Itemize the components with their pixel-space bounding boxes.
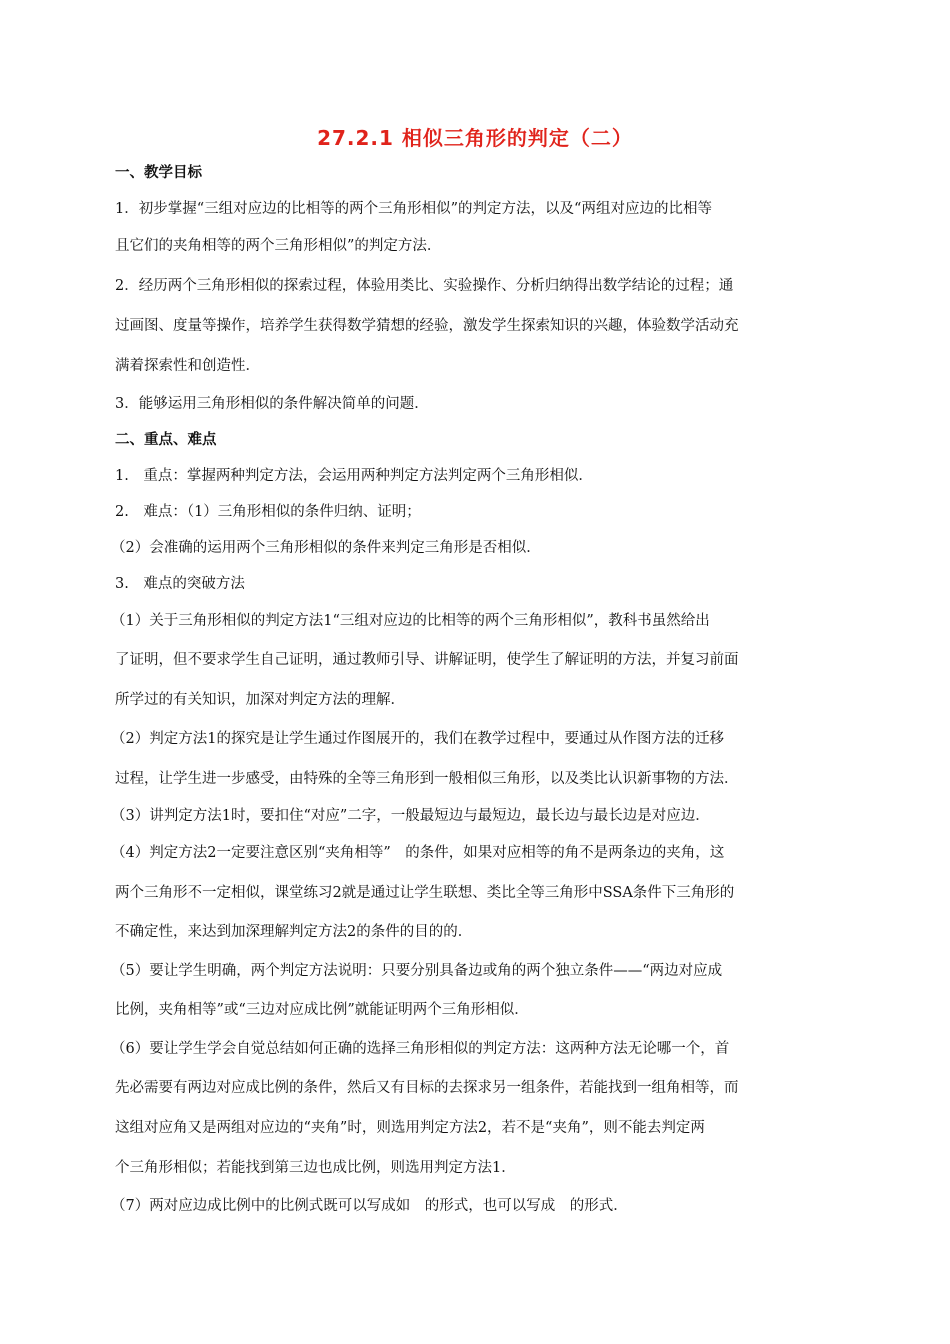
paragraph-line: 了证明，但不要求学生自己证明，通过教师引导、讲解证明，使学生了解证明的方法，并复习前面 [115, 652, 739, 668]
paragraph-line: 3. 难点的突破方法 [115, 576, 245, 592]
paragraph-line: （6）要让学生学会自觉总结如何正确的选择三角形相似的判定方法：这两种方法无论哪一个，首 [111, 1041, 730, 1057]
section-heading-objectives: 一、教学目标 [115, 165, 202, 181]
paragraph-line: （5）要让学生明确，两个判定方法说明：只要分别具备边或角的两个独立条件——“两边对应成 [111, 963, 723, 979]
paragraph-line: 3．能够运用三角形相似的条件解决简单的问题． [115, 396, 429, 412]
paragraph-line: 2. 难点：（1）三角形相似的条件归纳、证明； [115, 504, 421, 520]
paragraph-line: 2．经历两个三角形相似的探索过程，体验用类比、实验操作、分析归纳得出数学结论的过程；通 [115, 278, 734, 294]
section-heading-key-points: 二、重点、难点 [115, 432, 217, 448]
paragraph-line: 个三角形相似；若能找到第三边也成比例，则选用判定方法1． [115, 1160, 516, 1176]
paragraph-line: 所学过的有关知识，加深对判定方法的理解． [115, 692, 405, 708]
document-title: 27.2.1 相似三角形的判定（二） [317, 126, 633, 150]
paragraph-line: （1）关于三角形相似的判定方法1“三组对应边的比相等的两个三角形相似”，教科书虽然给出 [111, 613, 710, 629]
paragraph-line: （4）判定方法2一定要注意区别“夹角相等” 的条件，如果对应相等的角不是两条边的夹角，这 [111, 845, 725, 861]
paragraph-line: 两个三角形不一定相似，课堂练习2就是通过让学生联想、类比全等三角形中SSA条件下三角形的 [115, 885, 735, 901]
paragraph-line: 不确定性，来达到加深理解判定方法2的条件的目的的． [115, 924, 473, 940]
paragraph-line: 1．初步掌握“三组对应边的比相等的两个三角形相似”的判定方法，以及“两组对应边的比相等 [115, 201, 712, 217]
paragraph-line: （7）两对应边成比例中的比例式既可以写成如 的形式，也可以写成 的形式． [111, 1198, 628, 1214]
paragraph-line: 过程，让学生进一步感受，由特殊的全等三角形到一般相似三角形，以及类比认识新事物的方法． [115, 771, 739, 787]
paragraph-line: 比例，夹角相等”或“三边对应成比例”就能证明两个三角形相似． [115, 1002, 529, 1018]
paragraph-line: 满着探索性和创造性． [115, 358, 260, 374]
paragraph-line: 且它们的夹角相等的两个三角形相似”的判定方法． [115, 238, 442, 254]
paragraph-line: （3）讲判定方法1时，要扣住“对应”二字，一般最短边与最短边，最长边与最长边是对应边． [111, 808, 710, 824]
paragraph-line: 这组对应角又是两组对应边的“夹角”时，则选用判定方法2，若不是“夹角”，则不能去判定两 [115, 1120, 705, 1136]
paragraph-line: （2）判定方法1的探究是让学生通过作图展开的，我们在教学过程中，要通过从作图方法的迁移 [111, 731, 724, 747]
paragraph-line: （2）会准确的运用两个三角形相似的条件来判定三角形是否相似． [111, 540, 541, 556]
paragraph-line: 1. 重点：掌握两种判定方法，会运用两种判定方法判定两个三角形相似． [115, 468, 593, 484]
paragraph-line: 过画图、度量等操作，培养学生获得数学猜想的经验，激发学生探索知识的兴趣，体验数学活动充 [115, 318, 739, 334]
paragraph-line: 先必需要有两边对应成比例的条件，然后又有目标的去探求另一组条件，若能找到一组角相等，而 [115, 1080, 739, 1096]
